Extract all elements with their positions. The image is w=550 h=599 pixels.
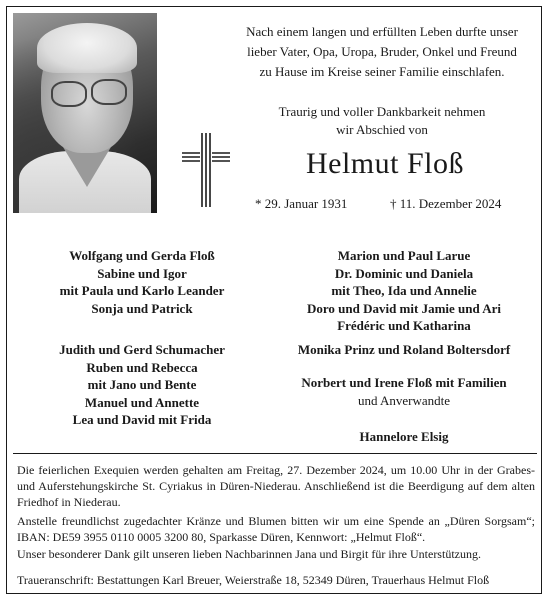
- mourners-left-group-1: [13, 247, 271, 317]
- mourner-line: Doro und David mit Jamie und Ari: [306, 300, 502, 316]
- mourner-line: Marion und Paul Larue: [337, 248, 471, 263]
- mourner-line: Wolfgang und Gerda Floß: [69, 248, 215, 263]
- farewell-line: Traurig und voller Dankbarkeit nehmen: [278, 104, 486, 119]
- mourner-line: Sonja und Patrick: [91, 300, 193, 316]
- intro-text: [221, 22, 543, 82]
- intro-line: zu Hause im Kreise seiner Familie einschlafen.: [259, 64, 505, 79]
- mourner-line: Ruben und Rebecca: [86, 359, 198, 375]
- intro-line: lieber Vater, Opa, Uropa, Bruder, Onkel und Freund: [247, 44, 517, 59]
- mourner-line: und Anverwandte: [357, 392, 451, 408]
- mourner-line: Lea und David mit Frida: [72, 412, 212, 427]
- mourner-line: mit Jano und Bente: [87, 377, 197, 392]
- donation-notice: Anstelle freundlichst zugedachter Kränze und Blumen bitten wir um eine Spende an „Düren Sorgsam“; IBAN: DE59 3955 0110 0005 3200 80, Sparkasse Düren, Kennwort: „Helmut Floß“.: [17, 514, 535, 544]
- mourner-line: Dr. Dominic und Daniela: [334, 265, 474, 281]
- obituary-notice: [6, 6, 542, 594]
- mourners-right-group-2: [271, 341, 537, 359]
- thanks-notice: Unser besonderer Dank gilt unseren lieben Nachbarinnen Jana und Birgit für ihre Unterstützung.: [17, 547, 481, 561]
- intro-line: Nach einem langen und erfüllten Leben durfte unser: [246, 24, 518, 39]
- birth-date: * 29. Januar 1931: [255, 196, 348, 211]
- mourner-line: Sabine und Igor: [97, 265, 187, 281]
- mourners-right-group-4: [271, 428, 537, 446]
- mourner-line: mit Paula und Karlo Leander: [59, 283, 225, 298]
- divider: [13, 453, 537, 454]
- cross-icon: [180, 131, 232, 209]
- farewell-line: wir Abschied von: [336, 122, 428, 137]
- mourners-right-group-1: [271, 247, 537, 335]
- deceased-name: Helmut Floß: [305, 147, 464, 180]
- mourner-line: Manuel und Annette: [84, 394, 200, 410]
- death-date: † 11. Dezember 2024: [390, 196, 502, 211]
- mourner-line: Frédéric und Katharina: [337, 318, 471, 333]
- mourners-right-group-3: [271, 374, 537, 409]
- mourner-line: Hannelore Elsig: [359, 429, 449, 444]
- exequien-notice: Die feierlichen Exequien werden gehalten am Freitag, 27. Dezember 2024, um 10.00 Uhr in der Grabes- und Auferstehungskirche St. Cyriakus in Düren-Niederau. Anschließend ist die Beerdigung auf dem alten Friedhof in Niederau.: [17, 463, 535, 509]
- mourner-line: Monika Prinz und Roland Boltersdorf: [297, 342, 511, 357]
- mourner-line: mit Theo, Ida und Annelie: [331, 283, 477, 298]
- mourners-left-group-2: [13, 341, 271, 429]
- farewell-text: [221, 103, 543, 139]
- portrait-photo: [13, 13, 157, 213]
- mourner-line: Judith und Gerd Schumacher: [59, 342, 225, 357]
- address-notice: Traueranschrift: Bestattungen Karl Breuer, Weierstraße 18, 52349 Düren, Trauerhaus Helmut Floß: [17, 573, 490, 587]
- mourner-line: Norbert und Irene Floß mit Familien: [301, 375, 507, 390]
